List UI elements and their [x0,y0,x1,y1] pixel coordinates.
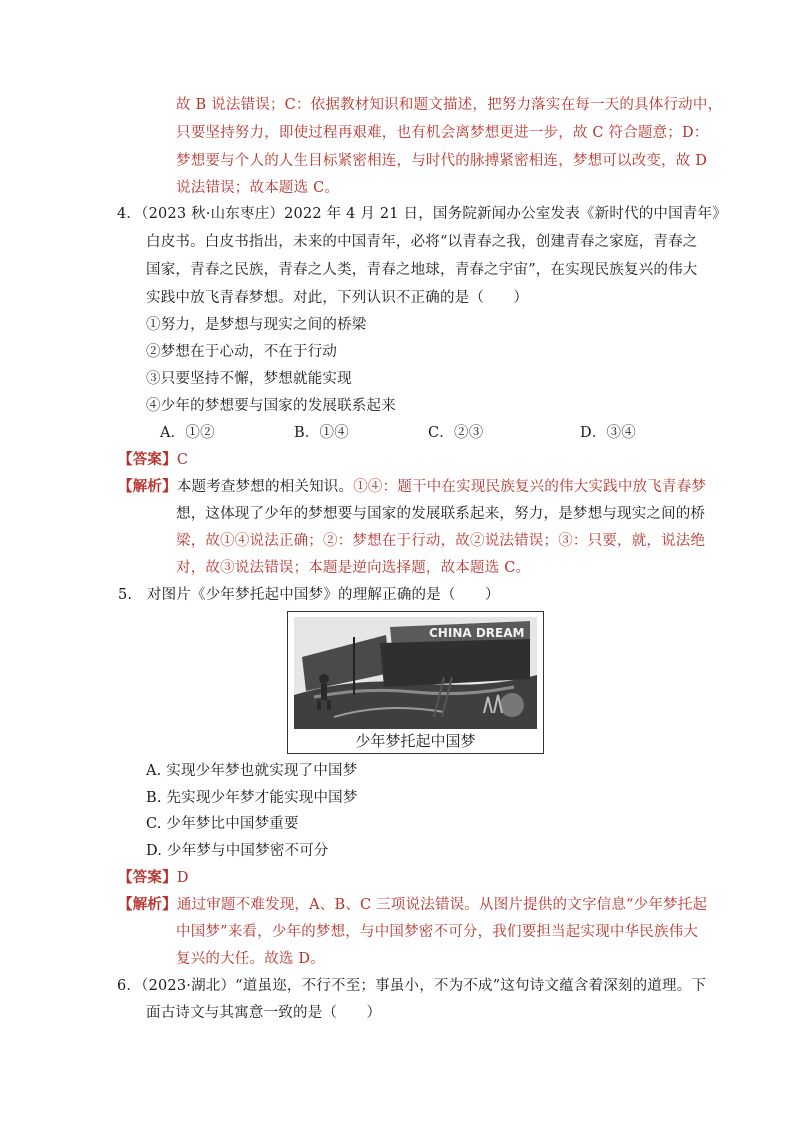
q3-analysis-line-4: 说法错误；故本题选 C。 [176,180,340,196]
answer-value: D [176,870,189,886]
q4-stem-line-1: 4．（2023 秋·山东枣庄）2022 年 4 月 21 日，国务院新闻办公室发表《新时代的中国青年》 [117,206,727,222]
q5-option-d: D. 少年梦与中国梦密不可分 [146,843,329,859]
q5-stem: 5. 对图片《少年梦托起中国梦》的理解正确的是（ ） [118,587,500,603]
analysis-tag: 【解析】 [118,896,177,913]
q4-statement-2: ②梦想在于心动，不在于行动 [146,344,338,360]
q4-option-b: B．①④ [294,425,349,441]
q4-statement-4: ④少年的梦想要与国家的发展联系起来 [146,398,396,414]
q4-stem-line-3: 国家，青春之民族，青春之人类，青春之地球，青春之宇宙”，在实现民族复兴的伟大 [146,262,698,278]
q5-answer [118,869,189,887]
analysis-tag: 【解析】 [118,478,177,495]
analysis-text: 通过审题不难发现，A、B、C 三项说法错误。从图片提供的文字信息“少年梦托起 [176,897,708,913]
answer-tag: 【答案】 [118,869,177,886]
figure-title-text: CHINA DREAM [429,626,525,640]
answer-value: C [176,452,189,468]
q5-figure [287,611,544,754]
q3-analysis-line-3: 梦想要与个人的人生目标紧密相连，与时代的脉搏紧密相连，梦想可以改变，故 D [176,153,708,169]
q4-option-c: C．②③ [428,425,484,441]
analysis-text-red: ①④：题干中在实现民族复兴的伟大实践中放飞青春梦 [353,479,707,495]
q5-analysis-line-1 [118,896,707,914]
q4-stem-line-2: 白皮书。白皮书指出，未来的中国青年，必将“以青春之我，创建青春之家庭，青春之 [146,234,698,250]
q4-analysis-line-4: 对，故③说法错误；本题是逆向选择题，故本题选 C。 [176,560,531,576]
q5-option-c: C. 少年梦比中国梦重要 [146,816,299,832]
q4-statement-3: ③只要坚持不懈，梦想就能实现 [146,371,352,387]
q5-option-b: B. 先实现少年梦才能实现中国梦 [146,790,358,806]
figure-caption: 少年梦托起中国梦 [355,732,476,750]
q4-statement-1: ①努力，是梦想与现实之间的桥梁 [146,317,367,333]
answer-tag: 【答案】 [118,451,177,468]
q6-stem-line-1: 6．（2023·湖北）“道虽迩，不行不至；事虽小，不为不成”这句诗文蕴含着深刻的道理。下 [117,978,707,994]
q4-stem-line-4: 实践中放飞青春梦想。对此，下列认识不正确的是（ ） [146,290,529,306]
q3-analysis-line-2: 只要坚持努力，即使过程再艰难，也有机会离梦想更进一步，故 C 符合题意；D： [176,125,709,141]
q5-analysis-line-2: 中国梦”来看，少年的梦想，与中国梦密不可分，我们要担当起实现中华民族伟大 [176,924,699,940]
q4-option-a: A．①② [160,425,215,441]
q4-analysis-line-2: 想，这体现了少年的梦想要与国家的发展联系起来，努力，是梦想与现实之间的桥 [176,506,706,522]
q4-option-d: D．③④ [580,425,636,441]
dream-illustration-graphic [294,617,537,729]
q6-stem-line-2: 面古诗文与其寓意一致的是（ ） [146,1005,382,1021]
analysis-text: 本题考查梦想的相关知识。 [176,479,354,495]
figure-illustration [294,617,537,729]
q4-answer [118,451,188,469]
q5-analysis-line-3: 复兴的大任。故选 D。 [176,951,325,967]
q3-analysis-line-1: 故 B 说法错误；C：依据教材知识和题文描述，把努力落实在每一天的具体行动中， [176,97,723,113]
q5-option-a: A. 实现少年梦也就实现了中国梦 [146,763,358,779]
q4-analysis-line-3: 梁，故①④说法正确；②：梦想在于行动，故②说法错误；③：只要，就，说法绝 [176,533,706,549]
q4-analysis-line-1 [118,478,706,496]
